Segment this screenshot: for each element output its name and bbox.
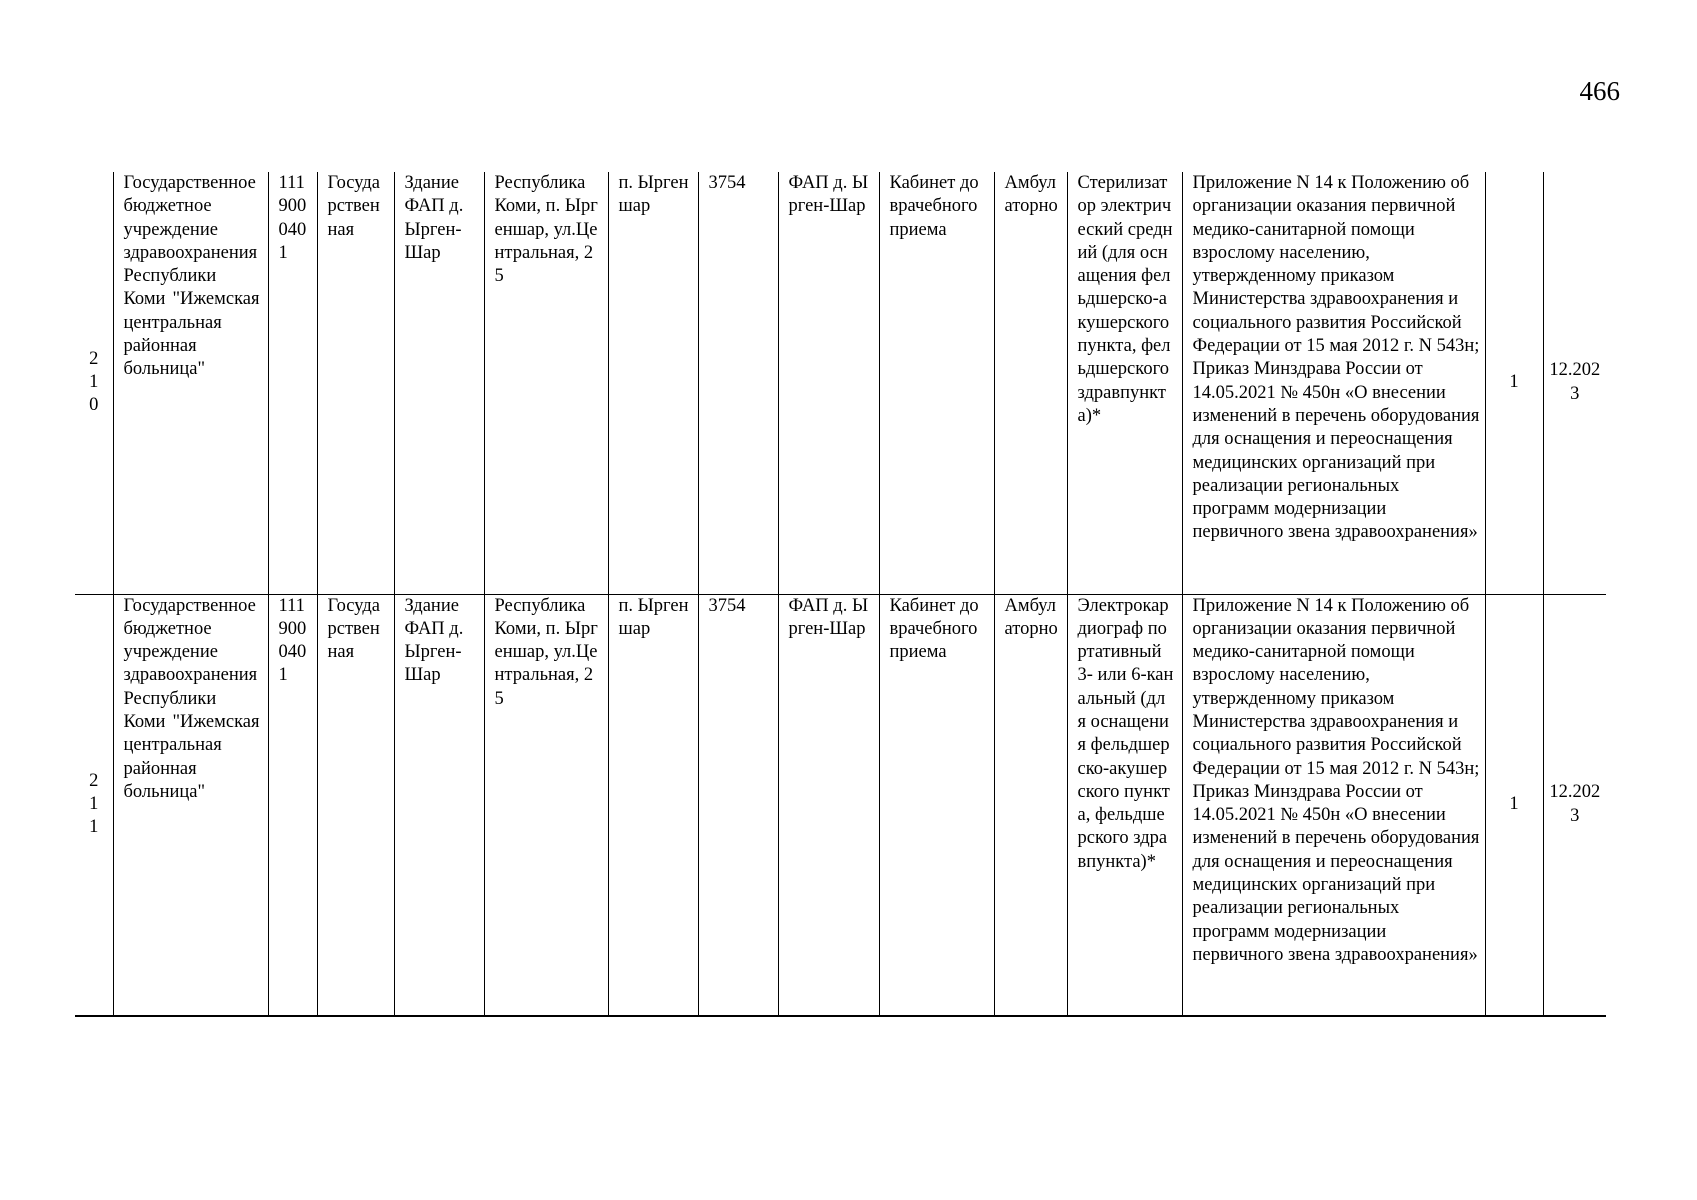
ownership-cell: Государственная xyxy=(317,594,394,1016)
equipment-cell: Стерилизатор электрический средний (для оснащения фельдшерско-акушерского пункта, фельдшерского здравпункта)* xyxy=(1067,172,1182,594)
row-number-cell xyxy=(75,594,113,1016)
room-cell: Кабинет доврачебного приема xyxy=(879,172,994,594)
building-cell: Здание ФАП д. Ырген-Шар xyxy=(394,594,484,1016)
row-number-digit: 0 xyxy=(89,395,99,416)
care-type-cell: Амбулаторно xyxy=(994,594,1067,1016)
date-cell: 12.2023 xyxy=(1543,172,1606,594)
address-cell: Республика Коми, п. Ыргеншар, ул.Центральная, 25 xyxy=(484,594,608,1016)
equipment-table xyxy=(75,172,1606,1017)
row-number-digit: 2 xyxy=(89,771,99,792)
room-cell: Кабинет доврачебного приема xyxy=(879,594,994,1016)
equipment-cell: Электрокардиограф портативный 3- или 6-канальный (для оснащения фельдшерско-акушерского пункта, фельдшерского здравпункта)* xyxy=(1067,594,1182,1016)
table-row xyxy=(75,594,1606,1016)
row-number-cell xyxy=(75,172,113,594)
population-cell: 3754 xyxy=(698,172,778,594)
subdivision-cell: ФАП д. Ырген-Шар xyxy=(778,172,879,594)
row-number-digit: 1 xyxy=(89,372,99,393)
ownership-cell: Государственная xyxy=(317,172,394,594)
address-cell: Республика Коми, п. Ыргеншар, ул.Центральная, 25 xyxy=(484,172,608,594)
row-number-digit: 1 xyxy=(89,817,99,838)
row-number-digit: 2 xyxy=(89,349,99,370)
code-cell: 1119000401 xyxy=(268,594,317,1016)
code-cell: 1119000401 xyxy=(268,172,317,594)
organization-cell: Государственное бюджетное учреждение здравоохранения Республики Коми "Ижемская центральная районная больница" xyxy=(113,172,268,594)
row-number-digit: 1 xyxy=(89,794,99,815)
quantity-cell: 1 xyxy=(1485,594,1543,1016)
table-row xyxy=(75,172,1606,594)
basis-cell: Приложение N 14 к Положению об организации оказания первичной медико-санитарной помощи взрослому населению, утвержденному приказом Министерства здравоохранения и социального развития Российской Федерации от 15 мая 2012 г. N 543н; Приказ Минздрава России от 14.05.2021 № 450н «О внесении изменений в перечень оборудования для оснащения и переоснащения медицинских организаций при реализации региональных программ модернизации первичного звена здравоохранения» xyxy=(1182,172,1485,594)
quantity-cell: 1 xyxy=(1485,172,1543,594)
subdivision-cell: ФАП д. Ырген-Шар xyxy=(778,594,879,1016)
locality-cell: п. Ыргеншар xyxy=(608,594,698,1016)
organization-cell: Государственное бюджетное учреждение здравоохранения Республики Коми "Ижемская центральная районная больница" xyxy=(113,594,268,1016)
basis-cell: Приложение N 14 к Положению об организации оказания первичной медико-санитарной помощи взрослому населению, утвержденному приказом Министерства здравоохранения и социального развития Российской Федерации от 15 мая 2012 г. N 543н; Приказ Минздрава России от 14.05.2021 № 450н «О внесении изменений в перечень оборудования для оснащения и переоснащения медицинских организаций при реализации региональных программ модернизации первичного звена здравоохранения» xyxy=(1182,594,1485,1016)
building-cell: Здание ФАП д. Ырген-Шар xyxy=(394,172,484,594)
page-number: 466 xyxy=(1579,76,1620,106)
date-cell: 12.2023 xyxy=(1543,594,1606,1016)
locality-cell: п. Ыргеншар xyxy=(608,172,698,594)
care-type-cell: Амбулаторно xyxy=(994,172,1067,594)
population-cell: 3754 xyxy=(698,594,778,1016)
